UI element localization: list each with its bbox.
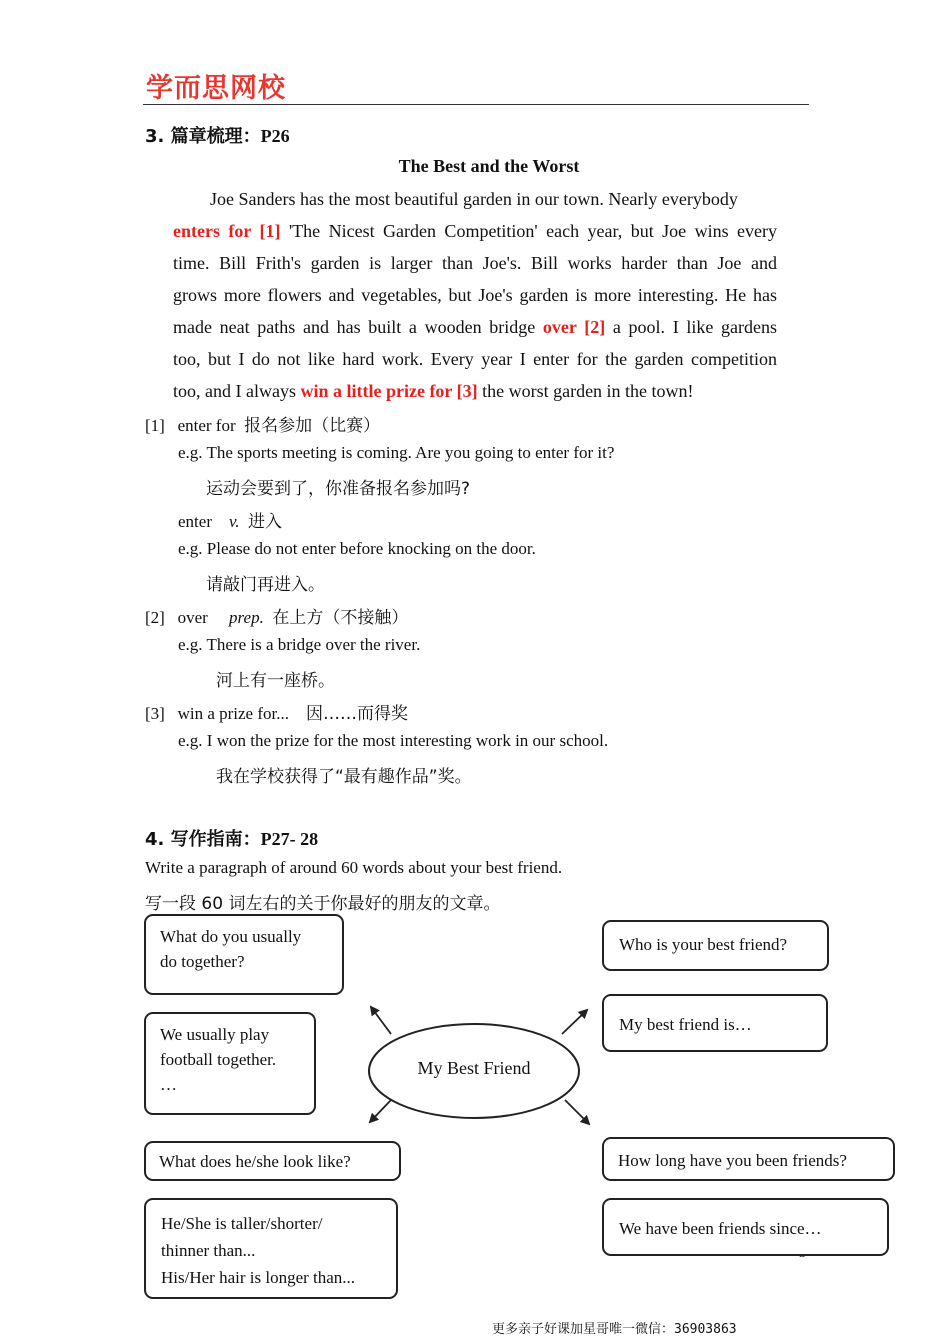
- note-3-example: e.g. I won the prize for the most interesting work in our school.: [178, 731, 609, 750]
- box-text: What do you usually: [160, 927, 302, 946]
- writing-instruction-en: Write a paragraph of around 60 words about your best friend.: [145, 858, 563, 877]
- box-text: He/She is taller/shorter/: [161, 1214, 323, 1233]
- note-3-example-cn: 我在学校获得了“最有趣作品”奖。: [216, 767, 472, 787]
- arrow-bottom-left: [370, 1100, 391, 1122]
- mindmap-box-who-question: [602, 920, 829, 971]
- arrow-bottom-right: [565, 1100, 589, 1124]
- writing-instruction-cn: 写一段 60 词左右的关于你最好的朋友的文章。: [145, 894, 501, 914]
- box-text: …: [160, 1075, 177, 1094]
- box-text: do together?: [160, 952, 245, 971]
- highlight-win-a-prize: win a little prize for [3]: [300, 381, 478, 401]
- box-text: What does he/she look like?: [159, 1152, 351, 1171]
- note-pos: v.: [228, 512, 240, 531]
- passage-text: grows more flowers and vegetables, but Joe's garden is more interesting. He has: [173, 285, 777, 305]
- box-text: thinner than...: [161, 1241, 256, 1260]
- note-1-example-cn: 运动会要到了，你准备报名参加吗?: [206, 479, 471, 499]
- mindmap-box-who-answer: [602, 994, 828, 1052]
- note-number: [2]: [145, 608, 165, 627]
- note-term: enter for: [177, 416, 236, 435]
- mindmap-box-look-like-answer: [144, 1198, 398, 1299]
- arrow-top-left: [371, 1007, 391, 1034]
- note-number: [1]: [145, 416, 165, 435]
- box-text: Who is your best friend?: [619, 935, 788, 954]
- section-4-page: P27- 28: [260, 829, 319, 849]
- mindmap-box-look-like-question: [144, 1141, 401, 1181]
- passage-text: made neat paths and has built a wooden bridge: [173, 317, 543, 337]
- box-text: We have been friends since…: [619, 1219, 822, 1238]
- passage-title: The Best and the Worst: [398, 156, 580, 176]
- passage-text: the worst garden in the town!: [477, 381, 694, 401]
- highlight-over: over [2]: [542, 317, 606, 337]
- note-1-example: e.g. The sports meeting is coming. Are you going to enter for it?: [178, 443, 615, 462]
- box-text: How long have you been friends?: [618, 1151, 847, 1170]
- note-meaning: 进入: [248, 512, 283, 532]
- footer-text: 更多亲子好课加星哥唯一微信：36903863: [492, 1322, 737, 1337]
- note-number: [3]: [145, 704, 165, 723]
- passage-text: time. Bill Frith's garden is larger than Joe's. Bill works harder than Joe and: [173, 253, 777, 273]
- mindmap-box-how-long-answer: [602, 1198, 889, 1256]
- box-text: football together.: [160, 1050, 277, 1069]
- passage-text: Joe Sanders has the most beautiful garden in our town. Nearly everybody: [210, 189, 738, 209]
- note-2-example-cn: 河上有一座桥。: [216, 671, 335, 691]
- box-text: My best friend is…: [619, 1015, 752, 1034]
- passage-text: 'The Nicest Garden Competition' each year, but Joe wins every: [280, 221, 777, 241]
- mindmap-box-do-together-answer: [144, 1012, 316, 1115]
- note-meaning: 因……而得奖: [305, 704, 408, 724]
- note-1b-example: e.g. Please do not enter before knocking on the door.: [178, 539, 536, 558]
- passage-text: too, but I do not like hard work. Every year I enter for the garden competition: [173, 349, 777, 369]
- note-pos: prep.: [229, 608, 264, 627]
- note-term: win a prize for...: [177, 704, 289, 723]
- note-2-example: e.g. There is a bridge over the river.: [178, 635, 421, 654]
- note-term: enter: [178, 512, 212, 531]
- mindmap-box-do-together-question: [144, 914, 344, 995]
- note-term: over: [177, 608, 208, 627]
- mindmap-center-label: My Best Friend: [417, 1058, 531, 1078]
- note-meaning: 报名参加（比赛）: [244, 416, 381, 436]
- note-1b-example-cn: 请敲门再进入。: [206, 575, 325, 595]
- section-4-label: 4. 写作指南：: [145, 829, 261, 850]
- passage-text: a pool. I like gardens: [605, 317, 778, 337]
- box-text: His/Her hair is longer than...: [161, 1268, 356, 1287]
- highlight-enters-for: enters for [1]: [173, 221, 281, 241]
- mindmap-box-how-long-question: [602, 1137, 895, 1181]
- note-meaning: 在上方（不接触）: [272, 608, 409, 628]
- logo: 学而思网校: [146, 73, 286, 104]
- box-text: We usually play: [160, 1025, 270, 1044]
- passage-text: too, and I always: [173, 381, 301, 401]
- section-3-label: 3. 篇章梳理：: [145, 126, 261, 147]
- section-3-page: P26: [260, 126, 290, 146]
- arrow-top-right: [562, 1010, 587, 1034]
